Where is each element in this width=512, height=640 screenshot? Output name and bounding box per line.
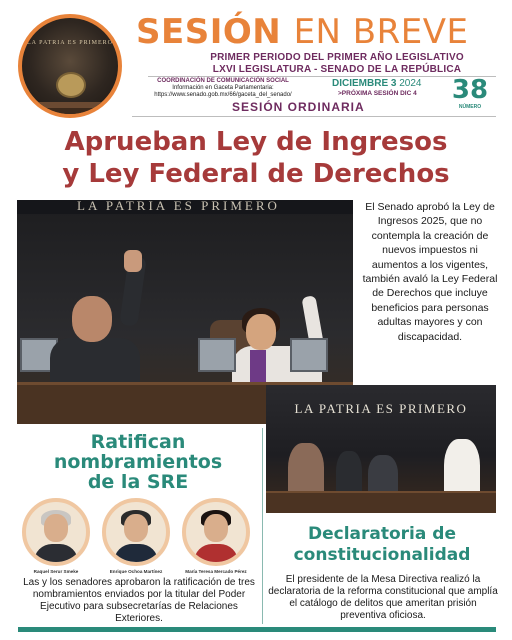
subtitle-line-1: PRIMER PERIODO DEL PRIMER AÑO LEGISLATIVO xyxy=(210,52,464,63)
main-photo-wall-text: LA PATRIA ES PRIMERO xyxy=(17,200,353,214)
masthead-title xyxy=(136,12,468,52)
monitor-icon xyxy=(198,338,236,372)
national-emblem-icon xyxy=(56,72,86,98)
coordination-line-2: Información en Gaceta Parlamentaria: xyxy=(172,85,274,91)
portrait-name-1: Raquel Serur Smeke xyxy=(33,569,79,574)
monitor-icon xyxy=(290,338,328,372)
right-photo-desk xyxy=(266,491,496,513)
headline-line-2: y Ley Federal de Derechos xyxy=(62,159,450,189)
portrait-2 xyxy=(102,498,170,566)
declaratoria-body: El presidente de la Mesa Directiva realizó la declaratoria de la reforma constitucional que amplía el catálogo de delitos que ameritan prisión preventiva oficiosa. xyxy=(268,574,498,621)
header-divider xyxy=(148,76,496,77)
senator-1-head xyxy=(72,296,112,342)
senator-2-head xyxy=(246,314,276,350)
session-type: SESIÓN ORDINARIA xyxy=(232,100,365,114)
coordination-line-1: COORDINACIÓN DE COMUNICACIÓN SOCIAL xyxy=(157,78,289,84)
ratifican-line-1: Ratifican xyxy=(90,431,186,453)
issue-number: 38 xyxy=(451,75,489,105)
issue-number-label: NÚMERO xyxy=(458,104,482,110)
declaratoria-line-2: constitucionalidad xyxy=(293,545,471,565)
portrait-face xyxy=(124,514,148,542)
portrait-name-2: Enrique Ochoa Martínez xyxy=(109,569,163,574)
portrait-name-3: María Teresa Mercado Pérez xyxy=(185,569,247,574)
footer-bar xyxy=(18,627,496,632)
portrait-body xyxy=(34,544,78,566)
ratifican-body: Las y los senadores aprobaron la ratificación de tres nombramientos enviados por la titular del Poder Ejecutivo para subsecretarías de Relaciones Exteriores. xyxy=(23,577,255,624)
headline-line-1: Aprueban Ley de Ingresos xyxy=(64,127,448,157)
lead-paragraph: El Senado aprobó la Ley de Ingresos 2025, que no contempla la creación de nuevos impuestos ni aumentos a los vigentes, también avaló la Ley Federal de Derechos que incluye beneficios para personas adultas mayores y con discapacidad. xyxy=(362,201,498,343)
logo-desk xyxy=(22,108,118,118)
declaratoria-line-1: Declaratoria de xyxy=(308,524,456,544)
ratifican-line-3: de la SRE xyxy=(87,471,189,493)
masthead-bold: SESIÓN xyxy=(136,12,282,52)
portrait-body xyxy=(114,544,158,566)
portrait-3 xyxy=(182,498,250,566)
masthead-light: EN BREVE xyxy=(293,12,469,52)
column-divider xyxy=(262,428,263,624)
header-bottom-divider xyxy=(132,116,496,117)
right-photo xyxy=(266,385,496,513)
next-session: >PRÓXIMA SESIÓN DIC 4 xyxy=(338,90,417,97)
portrait-face xyxy=(204,514,228,542)
senate-logo xyxy=(18,14,122,118)
issue-date-year: 2024 xyxy=(399,78,422,89)
ratifican-line-2: nombramientos xyxy=(53,451,223,473)
portrait-face xyxy=(44,514,68,542)
subtitle-line-2: LXVI LEGISLATURA - SENADO DE LA REPÚBLICA xyxy=(212,64,462,75)
right-photo-wall-text: LA PATRIA ES PRIMERO xyxy=(294,401,468,416)
declaratoria-heading xyxy=(266,524,498,566)
logo-banner-text: LA PATRIA ES PRIMERO xyxy=(27,40,113,46)
portrait-body xyxy=(194,544,238,566)
main-headline xyxy=(0,126,512,190)
ratifican-heading xyxy=(22,432,254,492)
portrait-1 xyxy=(22,498,90,566)
issue-date-day: DICIEMBRE 3 xyxy=(332,78,397,89)
issue-date xyxy=(332,78,421,89)
coordination-info xyxy=(148,78,298,99)
gaceta-link[interactable]: https://www.senado.gob.mx/66/gaceta_del_senado/ xyxy=(154,92,292,98)
raised-hand xyxy=(124,250,142,272)
